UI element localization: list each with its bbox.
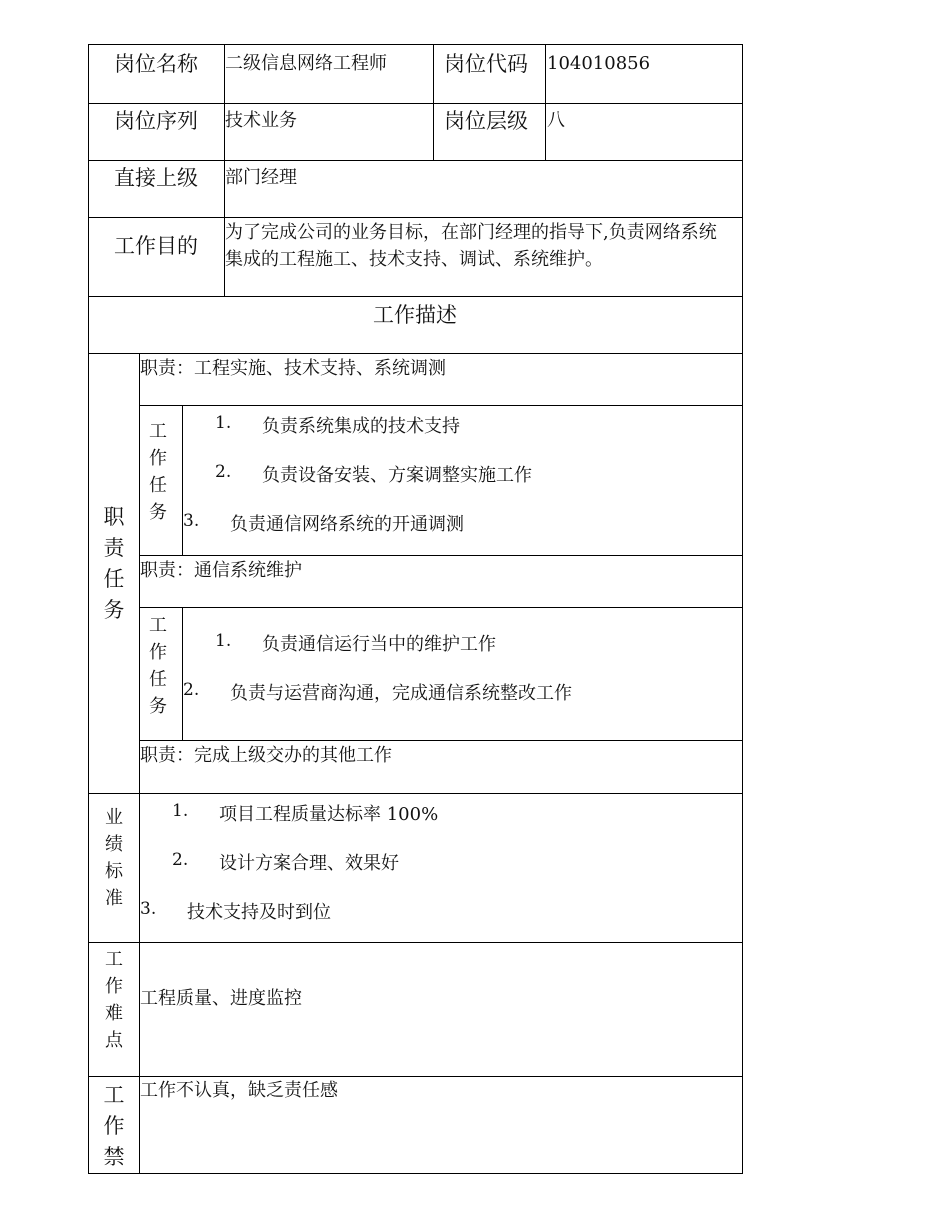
performance-number: 1. [172, 801, 189, 821]
purpose-line-1: 为了完成公司的业务目标，在部门经理的指导下,负责网络系统 [225, 222, 717, 243]
task-label [145, 418, 171, 526]
task-text: 负责通信运行当中的维护工作 [262, 634, 496, 655]
performance-text: 设计方案合理、效果好 [219, 853, 399, 874]
table-border-top [88, 44, 743, 45]
task-text: 负责与运营商沟通，完成通信系统整改工作 [230, 683, 572, 704]
task-text: 负责设备安装、方案调整实施工作 [262, 465, 532, 486]
row-divider [88, 160, 743, 161]
performance-text: 技术支持及时到位 [187, 902, 331, 923]
purpose-line-2: 集成的工程施工、技术支持、调试、系统维护。 [225, 249, 603, 270]
task-label-char: 工 [149, 421, 167, 442]
col-divider [182, 607, 183, 740]
prohibition-label-char: 工 [103, 1083, 125, 1107]
task-text: 负责系统集成的技术支持 [262, 416, 460, 437]
position-name-value: 二级信息网络工程师 [225, 53, 387, 74]
prohibition-label-char: 作 [103, 1114, 125, 1138]
duties-label [100, 502, 128, 626]
difficulty-label-char: 难 [105, 1003, 123, 1024]
duty-title: 职责：通信系统维护 [140, 560, 302, 581]
task-number: 3. [183, 511, 200, 531]
performance-label-char: 标 [105, 861, 123, 882]
duties-label-char: 任 [103, 567, 125, 591]
col-divider [433, 44, 434, 161]
col-divider [182, 405, 183, 555]
col-divider [545, 44, 546, 161]
difficulty-label-char: 工 [105, 949, 123, 970]
task-number: 1. [215, 631, 232, 651]
task-number: 2. [183, 680, 200, 700]
prohibition-label [100, 1080, 128, 1173]
task-label-char: 作 [149, 448, 167, 469]
row-divider [88, 103, 743, 104]
position-series-value: 技术业务 [225, 110, 297, 131]
performance-label-char: 准 [105, 888, 123, 909]
task-label-char: 任 [149, 669, 167, 690]
performance-number: 2. [172, 850, 189, 870]
difficulty-label-char: 点 [105, 1030, 123, 1051]
table-border-left [88, 44, 89, 1174]
row-divider [139, 740, 743, 741]
performance-number: 3. [140, 899, 157, 919]
description-title: 工作描述 [373, 303, 457, 327]
row-divider [139, 607, 743, 608]
table-border-right [742, 44, 743, 1174]
prohibition-text: 工作不认真，缺乏责任感 [140, 1080, 338, 1101]
row-divider [88, 942, 743, 943]
task-label [145, 612, 171, 720]
position-level-value: 八 [547, 110, 565, 131]
task-label-char: 务 [149, 502, 167, 523]
row-divider [139, 555, 743, 556]
prohibition-label-char: 禁 [103, 1145, 125, 1169]
position-code-value: 104010856 [547, 53, 651, 74]
position-level-label: 岗位层级 [444, 109, 528, 133]
supervisor-value: 部门经理 [225, 167, 297, 188]
performance-label-char: 绩 [105, 834, 123, 855]
difficulty-label-char: 作 [105, 976, 123, 997]
performance-label-char: 业 [105, 807, 123, 828]
task-label-char: 务 [149, 696, 167, 717]
task-number: 2. [215, 462, 232, 482]
duties-label-char: 责 [103, 536, 125, 560]
row-divider [88, 1076, 743, 1077]
row-divider [88, 296, 743, 297]
duties-label-char: 职 [103, 505, 125, 529]
supervisor-label: 直接上级 [114, 166, 198, 190]
task-label-char: 工 [149, 615, 167, 636]
difficulty-text: 工程质量、进度监控 [140, 988, 302, 1009]
position-name-label: 岗位名称 [114, 52, 198, 76]
row-divider [88, 793, 743, 794]
task-text: 负责通信网络系统的开通调测 [230, 514, 464, 535]
task-number: 1. [215, 413, 232, 433]
row-divider [88, 217, 743, 218]
performance-text: 项目工程质量达标率 100% [219, 804, 439, 825]
purpose-label: 工作目的 [114, 234, 198, 258]
position-code-label: 岗位代码 [444, 52, 528, 76]
duty-title: 职责：完成上级交办的其他工作 [140, 745, 392, 766]
performance-label [101, 804, 127, 912]
duties-label-char: 务 [103, 598, 125, 622]
table-border-bottom [88, 1173, 743, 1174]
duty-title: 职责：工程实施、技术支持、系统调测 [140, 358, 446, 379]
row-divider [88, 353, 743, 354]
difficulty-label [101, 946, 127, 1054]
task-label-char: 作 [149, 642, 167, 663]
task-label-char: 任 [149, 475, 167, 496]
position-series-label: 岗位序列 [114, 109, 198, 133]
row-divider [139, 405, 743, 406]
